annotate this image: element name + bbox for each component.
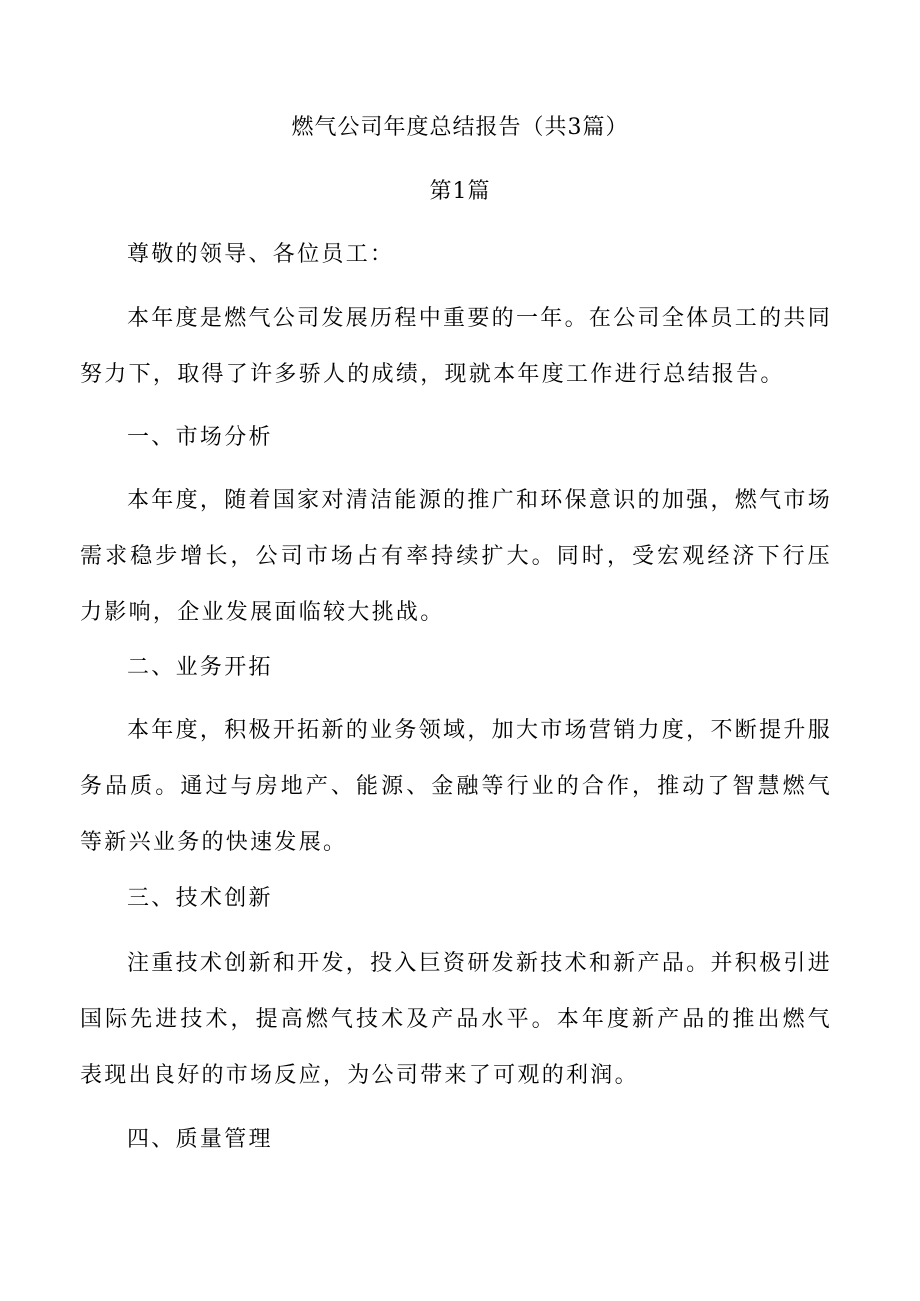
section-body-market-analysis: 本年度，随着国家对清洁能源的推广和环保意识的加强，燃气市场需求稳步增长，公司市场占有率持续扩大。同时，受宏观经济下行压力影响，企业发展面临较大挑战。 <box>80 488 832 625</box>
part-label: 第1篇 <box>429 179 491 204</box>
section-heading-market-analysis: 一、市场分析 <box>127 425 273 450</box>
document-title: 燃气公司年度总结报告（共3篇） <box>291 115 629 140</box>
section-heading-business-expansion: 二、业务开拓 <box>127 655 273 680</box>
section-heading-technology-innovation: 三、技术创新 <box>127 886 273 911</box>
salutation: 尊敬的领导、各位员工： <box>127 242 395 267</box>
intro-paragraph: 本年度是燃气公司发展历程中重要的一年。在公司全体员工的共同努力下，取得了许多骄人的成绩，现就本年度工作进行总结报告。 <box>80 306 832 387</box>
section-body-business-expansion: 本年度，积极开拓新的业务领域，加大市场营销力度，不断提升服务品质。通过与房地产、能源、金融等行业的合作，推动了智慧燃气等新兴业务的快速发展。 <box>80 718 832 855</box>
section-heading-quality-management: 四、质量管理 <box>127 1127 273 1152</box>
section-body-technology-innovation: 注重技术创新和开发，投入巨资研发新技术和新产品。并积极引进国际先进技术，提高燃气技术及产品水平。本年度新产品的推出燃气表现出良好的市场反应，为公司带来了可观的利润。 <box>80 951 832 1088</box>
